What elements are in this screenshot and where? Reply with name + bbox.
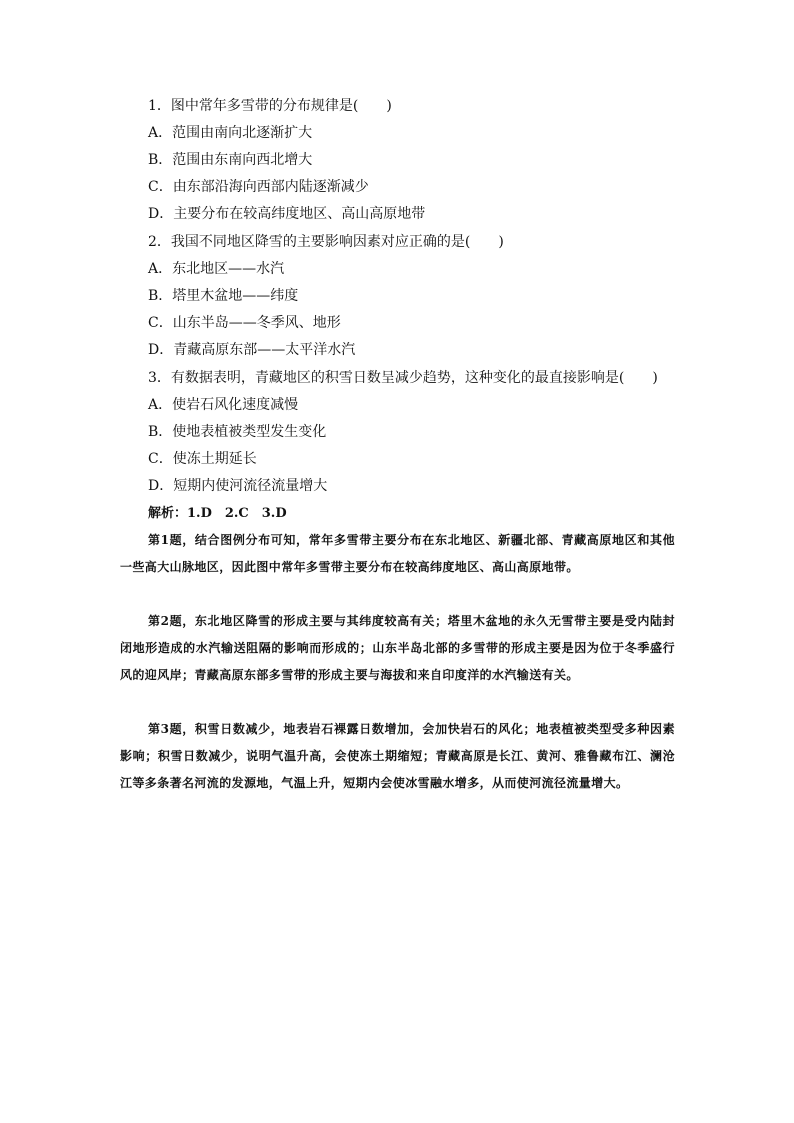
question-3-option-b: B．使地表植被类型发生变化 — [148, 424, 327, 440]
question-1-option-b: B．范围由东南向西北增大 — [148, 152, 313, 168]
analysis-paragraph-1: 第1题，结合图例分布可知，常年多雪带主要分布在东北地区、新疆北部、青藏高原地区和其他一些高大山脉地区，因此图中常年多雪带主要分布在较高纬度地区、高山高原地带。 — [120, 533, 675, 574]
question-3-option-d: D．短期内使河流径流量增大 — [148, 478, 328, 494]
question-1-option-c: C．由东部沿海向西部内陆逐渐减少 — [148, 179, 369, 195]
question-1-option-a: A．范围由南向北逐渐扩大 — [148, 125, 313, 141]
analysis-paragraph-3: 第3题，积雪日数减少，地表岩石裸露日数增加，会加快岩石的风化；地表植被类型受多种因素影响；积雪日数减少，说明气温升高，会使冻土期缩短；青藏高原是长江、黄河、雅鲁藏布江、澜沧江等多条著名河流的发源地，气温上升，短期内会使冰雪融水增多，从而使河流径流量增大。 — [120, 722, 675, 790]
question-2-option-c: C．山东半岛——冬季风、地形 — [148, 315, 341, 331]
question-2-option-d: D．青藏高原东部——太平洋水汽 — [148, 342, 356, 358]
question-3-stem: 3．有数据表明，青藏地区的积雪日数呈减少趋势，这种变化的最直接影响是( ) — [148, 370, 658, 386]
question-2-stem: 2．我国不同地区降雪的主要影响因素对应正确的是( ) — [148, 234, 504, 250]
analysis-paragraph-2: 第2题，东北地区降雪的形成主要与其纬度较高有关；塔里木盆地的永久无雪带主要是受内陆封闭地形造成的水汽输送阻隔的影响而形成的；山东半岛北部的多雪带的形成主要是因为位于冬季盛行风的迎风岸；青藏高原东部多雪带的形成主要与海拔和来自印度洋的水汽输送有关。 — [120, 614, 675, 682]
question-2-option-a: A．东北地区——水汽 — [148, 261, 285, 277]
question-3-option-c: C．使冻土期延长 — [148, 451, 257, 467]
question-1-stem: 1．图中常年多雪带的分布规律是( ) — [148, 98, 392, 114]
question-1-option-d: D．主要分布在较高纬度地区、高山高原地带 — [148, 206, 426, 222]
question-2-option-b: B．塔里木盆地——纬度 — [148, 288, 299, 304]
question-3-option-a: A．使岩石风化速度减慢 — [148, 397, 299, 413]
analysis-heading: 解析：1.D 2.C 3.D — [148, 506, 287, 521]
